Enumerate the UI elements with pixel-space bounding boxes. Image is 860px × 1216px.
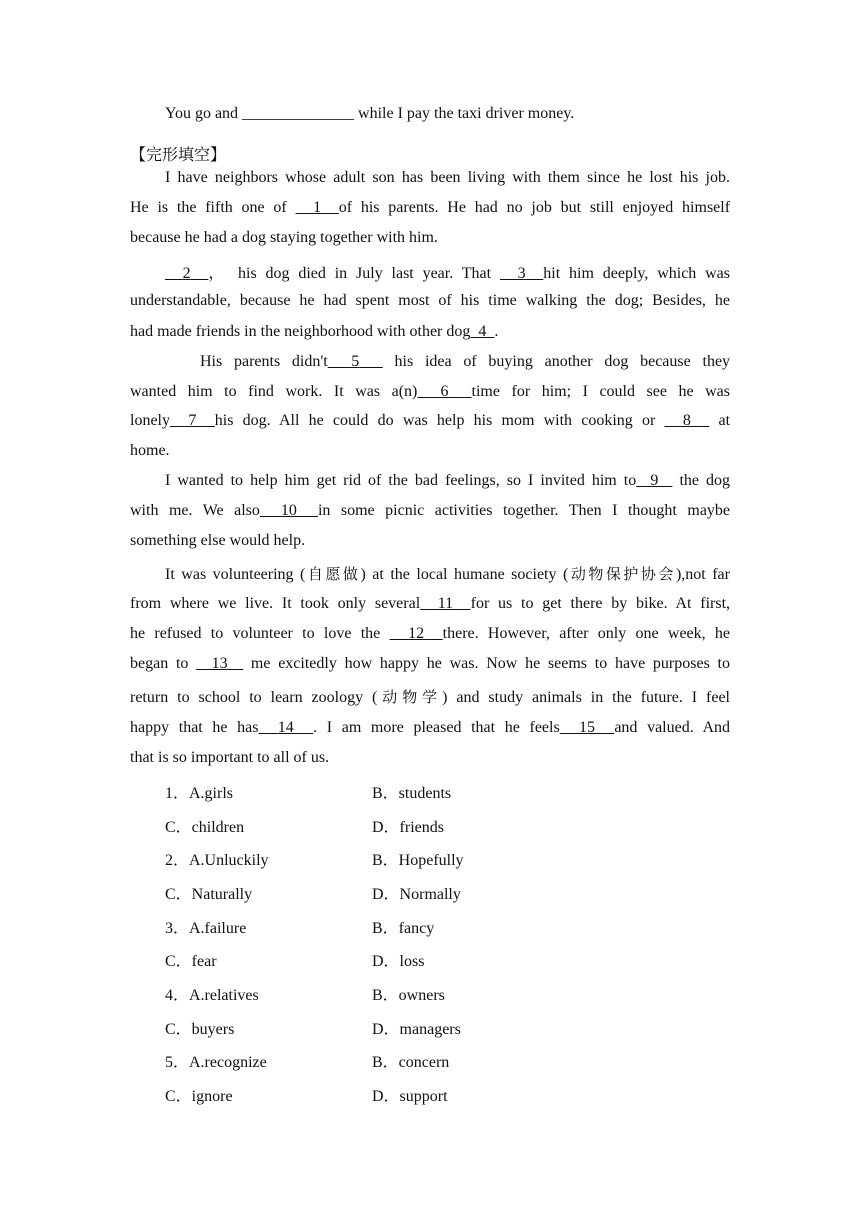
blank-10: 10 — [280, 502, 297, 519]
blank-3: 3 — [517, 265, 526, 282]
blank-11: 11 — [437, 595, 454, 612]
passage-line: happy that he has 14 . I am more pleased that he feels 15 and valued. And — [130, 719, 731, 736]
blank-1: 1 — [313, 199, 322, 216]
blank-14: 14 — [277, 719, 294, 736]
intro-sentence: You go and ______________ while I pay the taxi driver money. — [165, 105, 575, 122]
passage-line: lonely 7 his dog. All he could do was help his mom with cooking or 8 at — [130, 412, 731, 429]
passage-line: began to 13 me excitedly how happy he was. Now he seems to have purposes to — [130, 655, 731, 672]
option-q5-a: 5．A.recognize — [165, 1054, 267, 1071]
option-q3-c: C．fear — [165, 953, 217, 970]
option-q3-a: 3．A.failure — [165, 920, 247, 937]
passage-line: something else would help. — [130, 532, 306, 549]
passage-line: understandable, because he had spent most of his time walking the dog; Besides, he — [130, 292, 730, 309]
blank-8: 8 — [682, 412, 691, 429]
option-q2-d: D．Normally — [372, 886, 461, 903]
passage-line: I wanted to help him get rid of the bad feelings, so I invited him to 9 the dog — [165, 472, 731, 489]
blank-12: 12 — [408, 625, 425, 642]
passage-line: he refused to volunteer to love the 12 there. However, after only one week, he — [130, 625, 731, 642]
blank-2: 2 — [182, 265, 191, 282]
option-q5-d: D．support — [372, 1088, 448, 1105]
passage-line: return to school to learn zoology (动物学) and study animals in the future. I feel — [130, 688, 730, 706]
option-q3-d: D．loss — [372, 953, 425, 970]
option-q5-c: C．ignore — [165, 1088, 233, 1105]
passage-line: home. — [130, 442, 170, 459]
blank-6: 6 — [440, 383, 449, 400]
option-q1-b: B．students — [372, 785, 452, 802]
passage-line — [130, 199, 730, 217]
passage-line: 2 ， his dog died in July last year. That 3 hit him deeply, which was — [165, 260, 730, 283]
blank-5: 5 — [351, 353, 360, 370]
option-q1-c: C．children — [165, 819, 245, 836]
passage-line: wanted him to find work. It was a(n) 6 time for him; I could see he was — [130, 383, 731, 400]
passage-line: with me. We also 10 in some picnic activities together. Then I thought maybe — [130, 502, 731, 519]
passage-line: because he had a dog staying together with him. — [130, 229, 438, 246]
blank-4: 4 — [478, 323, 487, 340]
passage-line: I have neighbors whose adult son has been living with them since he lost his job. — [165, 169, 730, 186]
passage-line: that is so important to all of us. — [130, 749, 330, 766]
blank-7: 7 — [188, 412, 197, 429]
option-q1-d: D．friends — [372, 819, 444, 836]
passage-line: It was volunteering (自愿做) at the local humane society (动物保护协会),not far — [165, 565, 730, 583]
blank-13: 13 — [211, 655, 228, 672]
passage-line: had made friends in the neighborhood with other dog 4 . — [130, 323, 499, 340]
option-q2-a: 2．A.Unluckily — [165, 852, 269, 869]
option-q4-c: C．buyers — [165, 1021, 235, 1038]
option-q5-b: B．concern — [372, 1054, 450, 1071]
blank-9: 9 — [650, 472, 659, 489]
option-q4-b: B．owners — [372, 987, 445, 1004]
option-q2-b: B．Hopefully — [372, 852, 464, 869]
option-q2-c: C．Naturally — [165, 886, 253, 903]
passage-text: He is the fifth one of — [130, 199, 287, 216]
section-title: 【完形填空】 — [130, 147, 227, 164]
option-q1-a: 1．A.girls — [165, 785, 234, 802]
passage-line: His parents didn't 5 his idea of buying another dog because they — [200, 353, 731, 370]
passage-text: of his parents. He had no job but still enjoyed himself — [338, 199, 731, 216]
blank-15: 15 — [579, 719, 596, 736]
option-q3-b: B．fancy — [372, 920, 435, 937]
option-q4-a: 4．A.relatives — [165, 987, 259, 1004]
passage-line: from where we live. It took only several 11 for us to get there by bike. At first, — [130, 595, 731, 612]
option-q4-d: D．managers — [372, 1021, 461, 1038]
